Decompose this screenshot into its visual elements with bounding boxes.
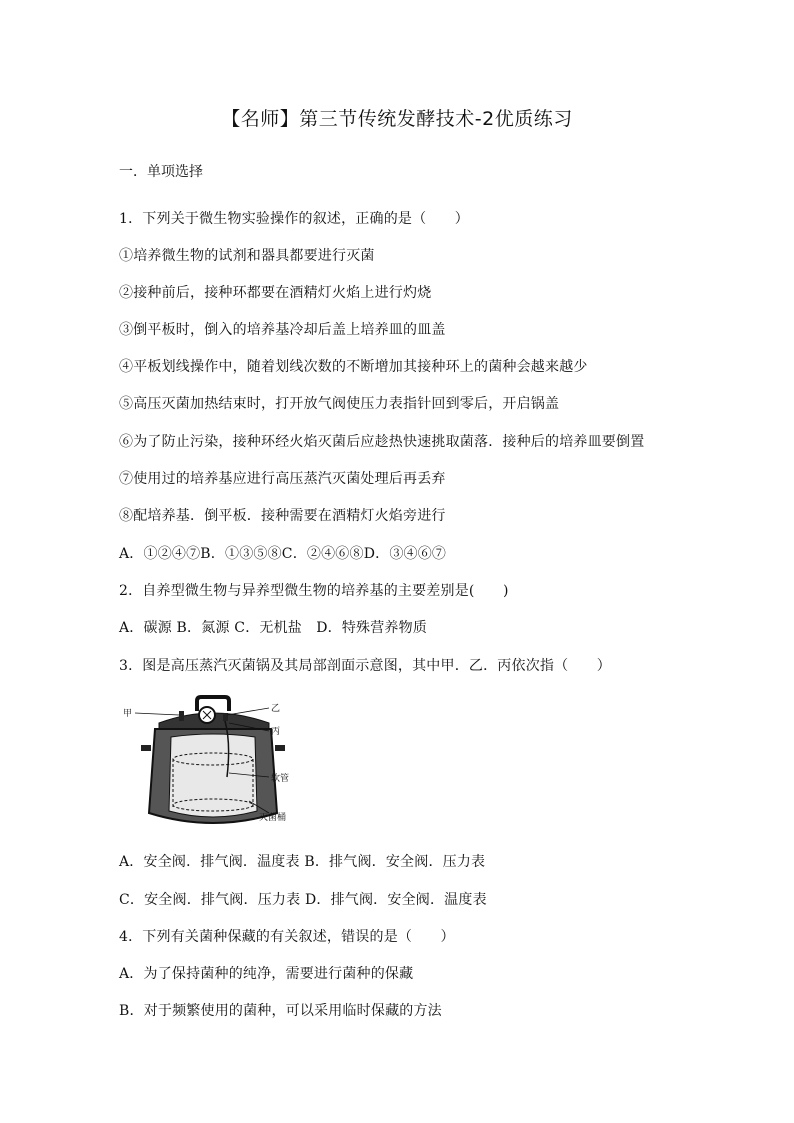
q1-item-1: ①培养微生物的试剂和器具都要进行灭菌 <box>119 248 375 264</box>
q1-item-2: ②接种前后，接种环都要在酒精灯火焰上进行灼烧 <box>119 285 432 301</box>
q2-options: A．碳源 B．氮源 C．无机盐 D．特殊营养物质 <box>119 620 428 636</box>
q4-stem: 4．下列有关菌种保藏的有关叙述，错误的是（ ） <box>119 929 455 945</box>
label-miejuntong: 灭菌桶 <box>259 813 287 823</box>
q3-options-cd: C．安全阀．排气阀．压力表 D．排气阀．安全阀．温度表 <box>119 892 487 908</box>
q4-option-b: B．对于频繁使用的菌种，可以采用临时保藏的方法 <box>119 1003 442 1019</box>
document-title: 【名师】第三节传统发酵技术-2优质练习 <box>221 108 573 130</box>
q1-item-8: ⑧配培养基．倒平板．接种需要在酒精灯火焰旁进行 <box>119 508 446 524</box>
q1-item-3: ③倒平板时，倒入的培养基冷却后盖上培养皿的皿盖 <box>119 322 446 338</box>
label-yi: 乙 <box>271 704 281 714</box>
q1-item-7: ⑦使用过的培养基应进行高压蒸汽灭菌处理后再丢弃 <box>119 471 446 487</box>
q1-item-5: ⑤高压灭菌加热结束时，打开放气阀使压力表指针回到零后，开启锅盖 <box>119 396 560 412</box>
autoclave-figure <box>119 693 294 838</box>
label-jia: 甲 <box>123 709 133 719</box>
q3-options-ab: A．安全阀．排气阀．温度表 B．排气阀．安全阀．压力表 <box>119 854 486 870</box>
q2-stem: 2．自养型微生物与异养型微生物的培养基的主要差别是( ) <box>119 583 509 599</box>
q1-options: A．①②④⑦B．①③⑤⑧C．②④⑥⑧D．③④⑥⑦ <box>119 546 447 562</box>
q4-option-a: A．为了保持菌种的纯净，需要进行菌种的保藏 <box>119 966 414 982</box>
autoclave-diagram <box>119 693 294 838</box>
q1-stem: 1．下列关于微生物实验操作的叙述，正确的是（ ） <box>119 211 469 227</box>
label-ruanguan: 软管 <box>271 774 290 784</box>
q1-item-6: ⑥为了防止污染，接种环经火焰灭菌后应趁热快速挑取菌落．接种后的培养皿要倒置 <box>119 434 645 450</box>
label-bing: 丙 <box>271 727 281 737</box>
section-heading: 一．单项选择 <box>119 164 203 180</box>
q1-item-4: ④平板划线操作中，随着划线次数的不断增加其接种环上的菌种会越来越少 <box>119 359 588 375</box>
q3-stem: 3．图是高压蒸汽灭菌锅及其局部剖面示意图，其中甲．乙．丙依次指（ ） <box>119 658 611 674</box>
